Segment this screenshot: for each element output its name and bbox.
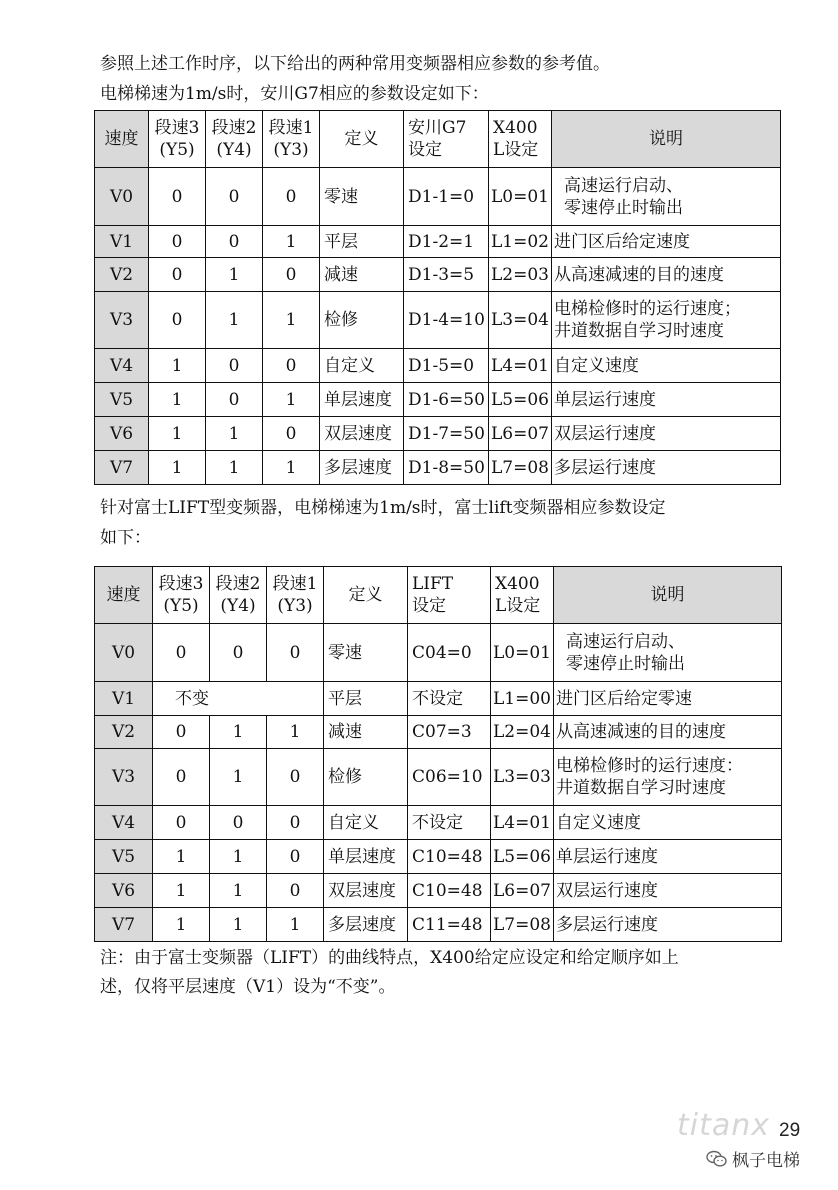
seg2-cell: 1 bbox=[210, 716, 267, 749]
x400-setting-cell: L7=08 bbox=[491, 908, 554, 942]
table-body bbox=[95, 567, 782, 942]
seg1-cell: 0 bbox=[263, 349, 320, 383]
x400-setting-cell: L2=04 bbox=[491, 716, 554, 749]
footnote bbox=[100, 944, 679, 1002]
header-seg1 bbox=[267, 567, 324, 624]
table-body bbox=[95, 111, 781, 485]
description-cell-line: 单层运行速度 bbox=[553, 389, 656, 410]
description-cell-line: 多层运行速度 bbox=[555, 914, 658, 935]
speed-cell: V7 bbox=[95, 908, 153, 942]
seg2-cell: 1 bbox=[210, 874, 267, 908]
seg1-cell: 0 bbox=[267, 874, 324, 908]
definition-cell: 减速 bbox=[324, 716, 408, 749]
definition-cell: 减速 bbox=[320, 258, 404, 292]
intro-line-2: 电梯梯速为1m/s时，安川G7相应的参数设定如下： bbox=[100, 84, 489, 104]
intro-line-1: 参照上述工作时序，以下给出的两种常用变频器相应参数的参考值。 bbox=[100, 54, 610, 74]
description-cell bbox=[551, 417, 780, 451]
header-x400-setting-line: L设定 bbox=[495, 596, 541, 616]
wechat-icon bbox=[706, 1150, 728, 1168]
description-cell-line: 多层运行速度 bbox=[553, 457, 656, 478]
header-seg1-line: 段速1 bbox=[272, 574, 318, 594]
header-speed: 速度 bbox=[95, 111, 149, 168]
description-cell-line: 高速运行启动、 bbox=[565, 631, 685, 652]
table-row bbox=[95, 292, 781, 349]
table-row bbox=[95, 749, 782, 806]
mid-line-2: 如下： bbox=[100, 528, 151, 548]
yaskawa-parameter-table bbox=[94, 110, 781, 485]
seg3-cell: 0 bbox=[153, 624, 210, 682]
brand-name: 枫子电梯 bbox=[732, 1151, 800, 1171]
x400-setting-cell: L3=04 bbox=[489, 292, 552, 349]
header-definition: 定义 bbox=[324, 567, 408, 624]
header-x400-setting-line: X400 bbox=[495, 574, 540, 594]
seg1-cell: 0 bbox=[267, 806, 324, 840]
definition-cell: 双层速度 bbox=[324, 874, 408, 908]
table-row bbox=[95, 716, 782, 749]
vfd-setting-cell: C06=10 bbox=[408, 749, 491, 806]
vfd-setting-cell: D1-6=50 bbox=[404, 383, 489, 417]
table-row bbox=[95, 226, 781, 258]
seg2-cell: 0 bbox=[206, 349, 263, 383]
seg3-cell: 1 bbox=[149, 451, 206, 485]
seg2-cell: 0 bbox=[206, 168, 263, 226]
seg2-cell: 0 bbox=[210, 624, 267, 682]
vfd-setting-cell: D1-1=0 bbox=[404, 168, 489, 226]
page-number: 29 bbox=[779, 1120, 801, 1141]
description-cell-line: 自定义速度 bbox=[553, 355, 639, 376]
description-cell-line: 电梯检修时的运行速度； bbox=[553, 299, 741, 319]
description-cell bbox=[551, 383, 780, 417]
header-seg1-line: (Y3) bbox=[273, 140, 309, 160]
header-seg3-line: 段速3 bbox=[158, 574, 204, 594]
header-seg2-line: (Y4) bbox=[216, 140, 252, 160]
definition-cell: 检修 bbox=[320, 292, 404, 349]
x400-setting-cell: L4=01 bbox=[491, 806, 554, 840]
header-vfd-setting bbox=[404, 111, 489, 168]
table-row bbox=[95, 874, 782, 908]
description-cell bbox=[551, 451, 780, 485]
seg3-cell: 1 bbox=[149, 383, 206, 417]
seg2-cell: 1 bbox=[210, 749, 267, 806]
vfd-setting-cell: C11=48 bbox=[408, 908, 491, 942]
speed-cell: V1 bbox=[95, 682, 153, 716]
x400-setting-cell: L5=06 bbox=[489, 383, 552, 417]
vfd-setting-cell: C10=48 bbox=[408, 840, 491, 874]
header-seg2-line: 段速2 bbox=[215, 574, 261, 594]
vfd-setting-cell: D1-2=1 bbox=[404, 226, 489, 258]
header-row bbox=[95, 567, 782, 624]
speed-cell: V7 bbox=[95, 451, 149, 485]
table-row bbox=[95, 258, 781, 292]
seg1-cell: 0 bbox=[267, 749, 324, 806]
description-cell-line: 单层运行速度 bbox=[555, 846, 658, 867]
x400-setting-cell: L0=01 bbox=[491, 624, 554, 682]
header-x400-setting bbox=[491, 567, 554, 624]
description-cell bbox=[551, 258, 780, 292]
header-seg3 bbox=[153, 567, 210, 624]
table-row bbox=[95, 682, 782, 716]
description-cell-line: 电梯检修时的运行速度： bbox=[555, 756, 743, 776]
seg1-cell: 1 bbox=[263, 383, 320, 417]
definition-cell: 平层 bbox=[324, 682, 408, 716]
header-x400-setting-line: L设定 bbox=[493, 140, 539, 160]
description-cell bbox=[553, 716, 781, 749]
description-cell-line: 双层运行速度 bbox=[555, 880, 658, 901]
header-seg1 bbox=[263, 111, 320, 168]
table-row bbox=[95, 908, 782, 942]
header-description: 说明 bbox=[551, 111, 780, 168]
description-cell bbox=[551, 226, 780, 258]
vfd-setting-cell: D1-4=10 bbox=[404, 292, 489, 349]
header-vfd-setting-line: LIFT bbox=[412, 574, 454, 594]
description-cell bbox=[551, 292, 780, 349]
definition-cell: 双层速度 bbox=[320, 417, 404, 451]
vfd-setting-cell: 不设定 bbox=[408, 682, 491, 716]
description-cell bbox=[553, 624, 781, 682]
description-cell bbox=[553, 874, 781, 908]
header-vfd-setting-line: 安川G7 bbox=[408, 118, 467, 138]
header-seg3-line: (Y5) bbox=[163, 596, 199, 616]
seg1-cell: 1 bbox=[267, 716, 324, 749]
seg3-cell: 0 bbox=[149, 258, 206, 292]
vfd-setting-cell: D1-7=50 bbox=[404, 417, 489, 451]
description-cell-line: 双层运行速度 bbox=[553, 423, 656, 444]
seg1-cell: 0 bbox=[267, 624, 324, 682]
x400-setting-cell: L3=03 bbox=[491, 749, 554, 806]
header-seg1-line: (Y3) bbox=[277, 596, 313, 616]
seg2-cell: 0 bbox=[206, 226, 263, 258]
description-cell-line: 零速停止时输出 bbox=[563, 197, 683, 218]
header-seg2 bbox=[206, 111, 263, 168]
definition-cell: 单层速度 bbox=[320, 383, 404, 417]
definition-cell: 检修 bbox=[324, 749, 408, 806]
speed-cell: V0 bbox=[95, 168, 149, 226]
header-seg3-line: (Y5) bbox=[159, 140, 195, 160]
header-definition: 定义 bbox=[320, 111, 404, 168]
header-seg3-line: 段速3 bbox=[154, 118, 200, 138]
vfd-setting-cell: C04=0 bbox=[408, 624, 491, 682]
speed-cell: V5 bbox=[95, 383, 149, 417]
header-x400-setting bbox=[489, 111, 552, 168]
brand-badge bbox=[706, 1146, 800, 1171]
fuji-lift-parameter-table bbox=[94, 566, 782, 942]
description-cell bbox=[551, 168, 780, 226]
seg3-cell: 1 bbox=[153, 840, 210, 874]
x400-setting-cell: L0=01 bbox=[489, 168, 552, 226]
header-seg3 bbox=[149, 111, 206, 168]
seg1-cell: 0 bbox=[267, 840, 324, 874]
description-cell-line: 进门区后给定零速 bbox=[555, 688, 692, 709]
vfd-setting-cell: C07=3 bbox=[408, 716, 491, 749]
seg2-cell: 0 bbox=[206, 383, 263, 417]
definition-cell: 零速 bbox=[320, 168, 404, 226]
seg1-cell: 1 bbox=[263, 451, 320, 485]
footnote-line-2: 述，仅将平层速度（V1）设为“不变”。 bbox=[100, 977, 396, 997]
description-cell-line: 井道数据自学习时速度 bbox=[553, 321, 724, 341]
header-vfd-setting-line: 设定 bbox=[412, 596, 446, 616]
speed-cell: V3 bbox=[95, 749, 153, 806]
seg2-cell: 1 bbox=[206, 292, 263, 349]
definition-cell: 多层速度 bbox=[320, 451, 404, 485]
header-speed: 速度 bbox=[95, 567, 153, 624]
definition-cell: 零速 bbox=[324, 624, 408, 682]
x400-setting-cell: L7=08 bbox=[489, 451, 552, 485]
table-row bbox=[95, 349, 781, 383]
description-cell-line: 进门区后给定速度 bbox=[553, 231, 690, 252]
definition-cell: 多层速度 bbox=[324, 908, 408, 942]
description-cell-line: 从高速减速的目的速度 bbox=[553, 264, 724, 285]
table-row bbox=[95, 806, 782, 840]
table-row bbox=[95, 840, 782, 874]
table-row bbox=[95, 383, 781, 417]
seg3-cell: 1 bbox=[153, 874, 210, 908]
header-seg2 bbox=[210, 567, 267, 624]
seg3-cell: 1 bbox=[149, 417, 206, 451]
header-seg2-line: (Y4) bbox=[220, 596, 256, 616]
x400-setting-cell: L1=00 bbox=[491, 682, 554, 716]
seg1-cell: 0 bbox=[263, 168, 320, 226]
speed-cell: V6 bbox=[95, 874, 153, 908]
segment-merged-cell: 不变 bbox=[153, 682, 324, 716]
seg3-cell: 0 bbox=[149, 292, 206, 349]
speed-cell: V2 bbox=[95, 258, 149, 292]
table-row bbox=[95, 168, 781, 226]
mid-line-1: 针对富士LIFT型变频器，电梯梯速为1m/s时，富士lift变频器相应参数设定 bbox=[100, 498, 666, 518]
seg3-cell: 0 bbox=[149, 226, 206, 258]
description-cell-line: 零速停止时输出 bbox=[565, 653, 685, 674]
vfd-setting-cell: D1-8=50 bbox=[404, 451, 489, 485]
description-cell-line: 井道数据自学习时速度 bbox=[555, 778, 726, 798]
x400-setting-cell: L4=01 bbox=[489, 349, 552, 383]
definition-cell: 平层 bbox=[320, 226, 404, 258]
speed-cell: V3 bbox=[95, 292, 149, 349]
seg1-cell: 1 bbox=[267, 908, 324, 942]
vfd-setting-cell: D1-5=0 bbox=[404, 349, 489, 383]
seg1-cell: 0 bbox=[263, 417, 320, 451]
description-cell bbox=[553, 682, 781, 716]
seg2-cell: 1 bbox=[210, 908, 267, 942]
seg2-cell: 1 bbox=[206, 258, 263, 292]
header-vfd-setting-line: 设定 bbox=[408, 140, 442, 160]
table-row bbox=[95, 451, 781, 485]
speed-cell: V4 bbox=[95, 806, 153, 840]
x400-setting-cell: L6=07 bbox=[489, 417, 552, 451]
seg3-cell: 0 bbox=[153, 716, 210, 749]
header-x400-setting-line: X400 bbox=[493, 118, 538, 138]
header-vfd-setting bbox=[408, 567, 491, 624]
seg3-cell: 0 bbox=[153, 749, 210, 806]
seg3-cell: 1 bbox=[149, 349, 206, 383]
table-row bbox=[95, 417, 781, 451]
watermark: titanx bbox=[677, 1108, 771, 1143]
description-cell bbox=[551, 349, 780, 383]
description-cell-line: 从高速减速的目的速度 bbox=[555, 722, 726, 742]
speed-cell: V5 bbox=[95, 840, 153, 874]
seg3-cell: 0 bbox=[153, 806, 210, 840]
header-seg2-line: 段速2 bbox=[211, 118, 257, 138]
definition-cell: 单层速度 bbox=[324, 840, 408, 874]
table-row bbox=[95, 624, 782, 682]
header-row bbox=[95, 111, 781, 168]
definition-cell: 自定义 bbox=[320, 349, 404, 383]
vfd-setting-cell: 不设定 bbox=[408, 806, 491, 840]
x400-setting-cell: L2=03 bbox=[489, 258, 552, 292]
speed-cell: V0 bbox=[95, 624, 153, 682]
seg2-cell: 0 bbox=[210, 806, 267, 840]
seg2-cell: 1 bbox=[210, 840, 267, 874]
speed-cell: V2 bbox=[95, 716, 153, 749]
seg2-cell: 1 bbox=[206, 451, 263, 485]
description-cell-line: 高速运行启动、 bbox=[563, 175, 683, 196]
speed-cell: V4 bbox=[95, 349, 149, 383]
x400-setting-cell: L1=02 bbox=[489, 226, 552, 258]
description-cell bbox=[553, 806, 781, 840]
vfd-setting-cell: C10=48 bbox=[408, 874, 491, 908]
header-seg1-line: 段速1 bbox=[268, 118, 314, 138]
speed-cell: V1 bbox=[95, 226, 149, 258]
seg1-cell: 0 bbox=[263, 258, 320, 292]
x400-setting-cell: L5=06 bbox=[491, 840, 554, 874]
description-cell bbox=[553, 749, 781, 806]
description-cell bbox=[553, 908, 781, 942]
seg2-cell: 1 bbox=[206, 417, 263, 451]
vfd-setting-cell: D1-3=5 bbox=[404, 258, 489, 292]
speed-cell: V6 bbox=[95, 417, 149, 451]
seg1-cell: 1 bbox=[263, 226, 320, 258]
description-cell bbox=[553, 840, 781, 874]
description-cell-line: 自定义速度 bbox=[555, 812, 641, 833]
definition-cell: 自定义 bbox=[324, 806, 408, 840]
seg1-cell: 1 bbox=[263, 292, 320, 349]
x400-setting-cell: L6=07 bbox=[491, 874, 554, 908]
seg3-cell: 0 bbox=[149, 168, 206, 226]
footnote-line-1: 注：由于富士变频器（LIFT）的曲线特点，X400给定应设定和给定顺序如上 bbox=[100, 948, 679, 968]
header-description: 说明 bbox=[553, 567, 781, 624]
seg3-cell: 1 bbox=[153, 908, 210, 942]
